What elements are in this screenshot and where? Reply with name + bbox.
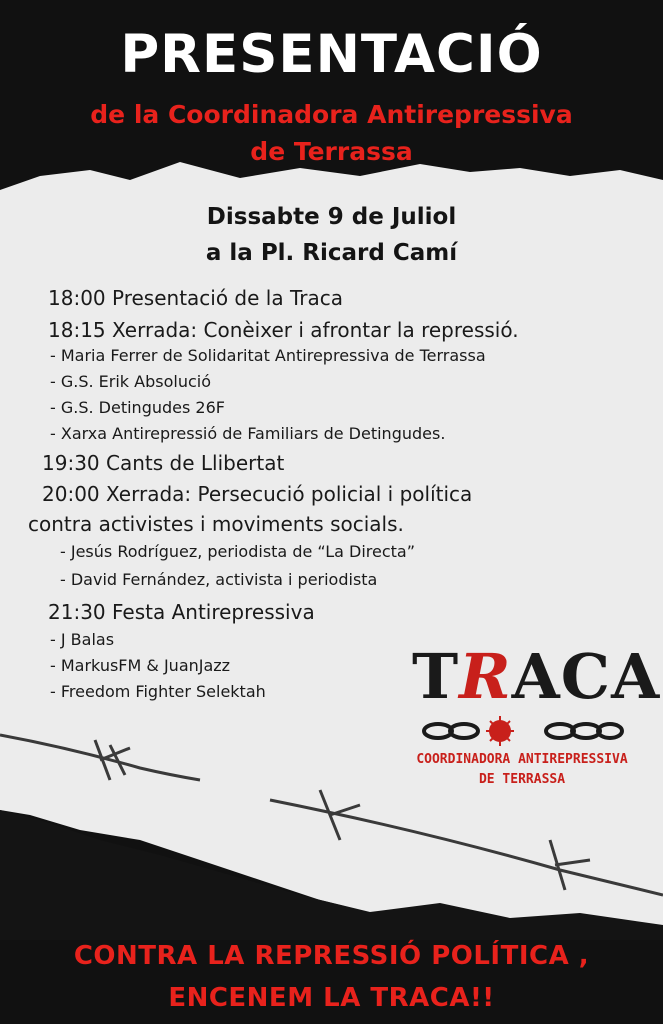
schedule-item-1930: 19:30 Cants de Llibertat [42, 451, 285, 475]
organization-subtitle-line2: de Terrassa [250, 137, 413, 166]
footer-slogan-line1: CONTRA LA REPRESSIÓ POLÍTICA , [73, 941, 590, 971]
traca-wordmark: TRACA [412, 640, 661, 713]
event-date: Dissabte 9 de Juliol [206, 204, 457, 230]
organization-subtitle-line1: de la Coordinadora Antirepressiva [90, 100, 573, 129]
poster-title: PRESENTACIÓ [120, 24, 543, 85]
speaker-item: - G.S. Detingudes 26F [50, 398, 225, 417]
footer-slogan-line2: ENCENEM LA TRACA!! [168, 983, 495, 1013]
speaker-item: - David Fernández, activista i periodista [60, 570, 378, 589]
logo-subtitle-line1: COORDINADORA ANTIREPRESSIVA [416, 752, 628, 767]
schedule-item-2000: 20:00 Xerrada: Persecució policial i política [42, 482, 473, 506]
artist-item: - Freedom Fighter Selektah [50, 682, 266, 701]
schedule-item-1815: 18:15 Xerrada: Conèixer i afrontar la repressió. [48, 318, 519, 342]
traca-logo [412, 640, 661, 800]
speaker-item: - Xarxa Antirepressió de Familiars de Detingudes. [50, 424, 446, 443]
artist-item: - MarkusFM & JuanJazz [50, 656, 231, 675]
speaker-item: - G.S. Erik Absolució [50, 372, 211, 391]
speaker-item: - Maria Ferrer de Solidaritat Antirepressiva de Terrassa [50, 346, 486, 365]
artist-item: - J Balas [50, 630, 115, 649]
event-location: a la Pl. Ricard Camí [205, 240, 458, 266]
schedule-item-2000-cont: contra activistes i moviments socials. [28, 512, 404, 536]
logo-subtitle-line2: DE TERRASSA [478, 772, 566, 787]
schedule-item-1800: 18:00 Presentació de la Traca [48, 286, 343, 310]
schedule-item-2130: 21:30 Festa Antirepressiva [48, 600, 315, 624]
chain-icon [420, 716, 624, 746]
speaker-item: - Jesús Rodríguez, periodista de “La Directa” [60, 542, 415, 561]
